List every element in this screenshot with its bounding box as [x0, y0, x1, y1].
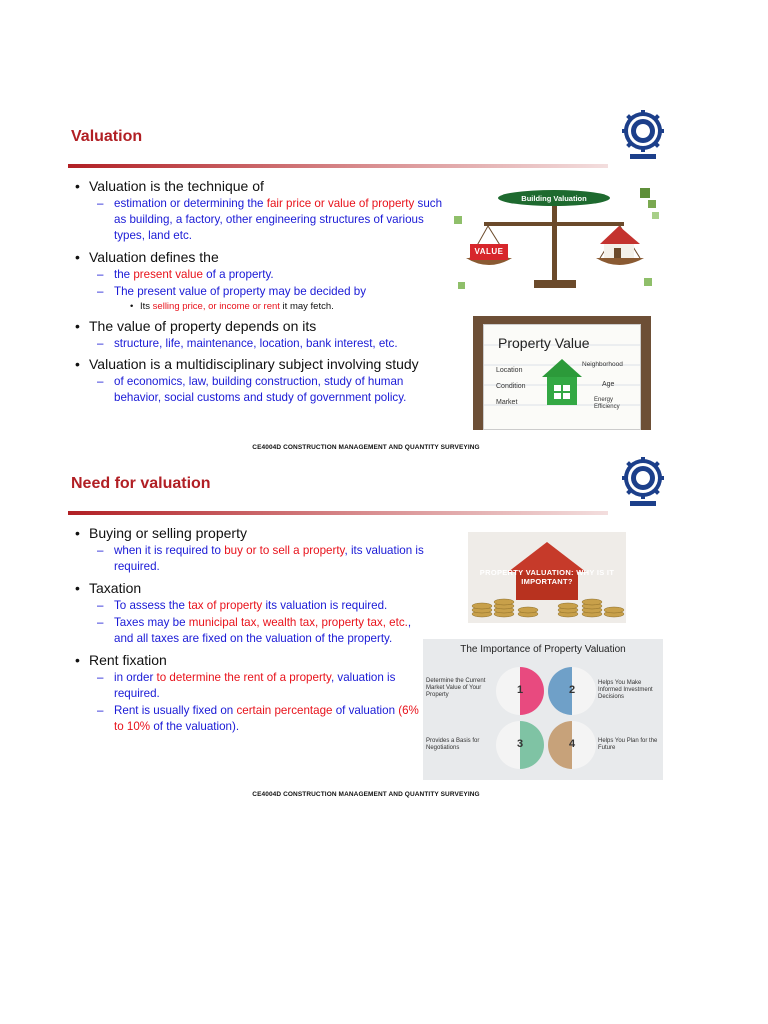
bullet-item: • The value of property depends on its [70, 318, 450, 335]
title-divider [68, 511, 608, 515]
bullet-list [70, 174, 450, 406]
text: , its valuation is required. [114, 544, 424, 573]
text: To assess the [114, 599, 189, 612]
image-banner-text: Building Valuation [521, 194, 587, 203]
highlight-text: to determine the rent of a property [156, 671, 331, 684]
notebook-word: Energy Efficiency [594, 397, 620, 410]
highlight-text: present value [133, 268, 203, 281]
slide-title: Valuation [71, 128, 143, 145]
notebook-heading: Property Value [498, 335, 590, 351]
text: its valuation is required. [262, 599, 388, 612]
notebook-word: Condition [496, 383, 526, 390]
text: Its [140, 301, 153, 312]
infographic-circles-icon [423, 639, 663, 780]
bullet-item: • Valuation is the technique of [70, 178, 450, 195]
item-number: 1 [516, 684, 524, 696]
slide-valuation [62, 108, 670, 451]
sub-bullet-item [70, 196, 450, 244]
item-number: 3 [516, 738, 524, 750]
text: when it is required to [114, 544, 225, 557]
text: Rent is usually fixed on [114, 704, 237, 717]
item-text: Provides a Basis for Negotiations [426, 738, 480, 751]
sub-bullet-item [70, 267, 450, 283]
sub-bullet-item: – of economics, law, building construction, study of human behavior, social customs and study of government policy. [70, 374, 450, 406]
sub-bullet-item: – structure, life, maintenance, location, bank interest, etc. [70, 336, 450, 352]
text: of a property. [202, 268, 274, 281]
title-divider [68, 164, 608, 168]
highlight-text: certain percentage [236, 704, 333, 717]
text: the [114, 268, 134, 281]
highlight-text: (6% to 10% [114, 704, 419, 733]
importance-infographic [423, 639, 663, 780]
building-valuation-image [448, 186, 662, 296]
text: in order [114, 671, 157, 684]
text: it may fetch. [279, 301, 334, 312]
text: of valuation [332, 704, 399, 717]
bullet-item: • Taxation [70, 580, 430, 597]
institute-logo-icon [620, 110, 666, 160]
scale-label-text: VALUE [474, 247, 504, 256]
notebook-word: Location [496, 367, 523, 374]
item-text: Helps You Make Informed Investment Decisions [598, 680, 653, 700]
text: Taxes may be [114, 616, 189, 629]
bullet-item: • Valuation defines the [70, 249, 450, 266]
item-text: Determine the Current Market Value of Your Property [426, 678, 486, 698]
text: estimation or determining the [114, 197, 267, 210]
sub-bullet-item [70, 598, 430, 614]
highlight-text: fair price or value of property [266, 197, 415, 210]
bullet-item: • Rent fixation [70, 652, 430, 669]
slide-title: Need for valuation [71, 475, 211, 492]
highlight-text: tax of property [188, 599, 263, 612]
text: of the valuation). [150, 720, 240, 733]
image-caption: PROPERTY VALUATION: WHY IS IT IMPORTANT? [479, 568, 615, 586]
sub-bullet-item [70, 615, 430, 647]
slide-footer: CE4004D CONSTRUCTION MANAGEMENT AND QUANTITY SURVEYING [252, 444, 480, 451]
text: , valuation is required. [114, 671, 396, 700]
sub-bullet-item [70, 670, 430, 702]
notebook-word: Market [496, 399, 518, 406]
property-value-image [473, 316, 651, 430]
notebook-word: Neighborhood [582, 361, 623, 368]
highlight-text: selling price, or income or rent [152, 301, 280, 312]
sub-sub-bullet-item [70, 300, 450, 314]
sub-bullet-item: – The present value of property may be decided by [70, 284, 450, 300]
bullet-item: • Valuation is a multidisciplinary subject involving study [70, 356, 450, 373]
sub-bullet-item [70, 543, 430, 575]
highlight-text: municipal tax, wealth tax, property tax, etc. [188, 616, 408, 629]
text: , and all taxes are fixed on the valuation of the property. [114, 616, 412, 645]
bullet-list [70, 521, 430, 735]
item-number: 2 [568, 684, 576, 696]
notebook-word: Age [602, 381, 615, 388]
infographic-heading: The Importance of Property Valuation [460, 644, 626, 655]
bullet-item: • Buying or selling property [70, 525, 430, 542]
item-text: Helps You Plan for the Future [598, 738, 658, 751]
highlight-text: buy or to sell a property [224, 544, 345, 557]
text: such as building, a factory, other engineering structures of various types, land etc. [114, 197, 443, 242]
slide-need-for-valuation [62, 455, 670, 798]
why-important-image [468, 532, 626, 623]
item-number: 4 [568, 738, 576, 750]
slide-footer: CE4004D CONSTRUCTION MANAGEMENT AND QUANTITY SURVEYING [252, 791, 480, 798]
notebook-page [483, 324, 641, 430]
institute-logo-icon [620, 457, 666, 507]
sub-bullet-item [70, 703, 430, 735]
